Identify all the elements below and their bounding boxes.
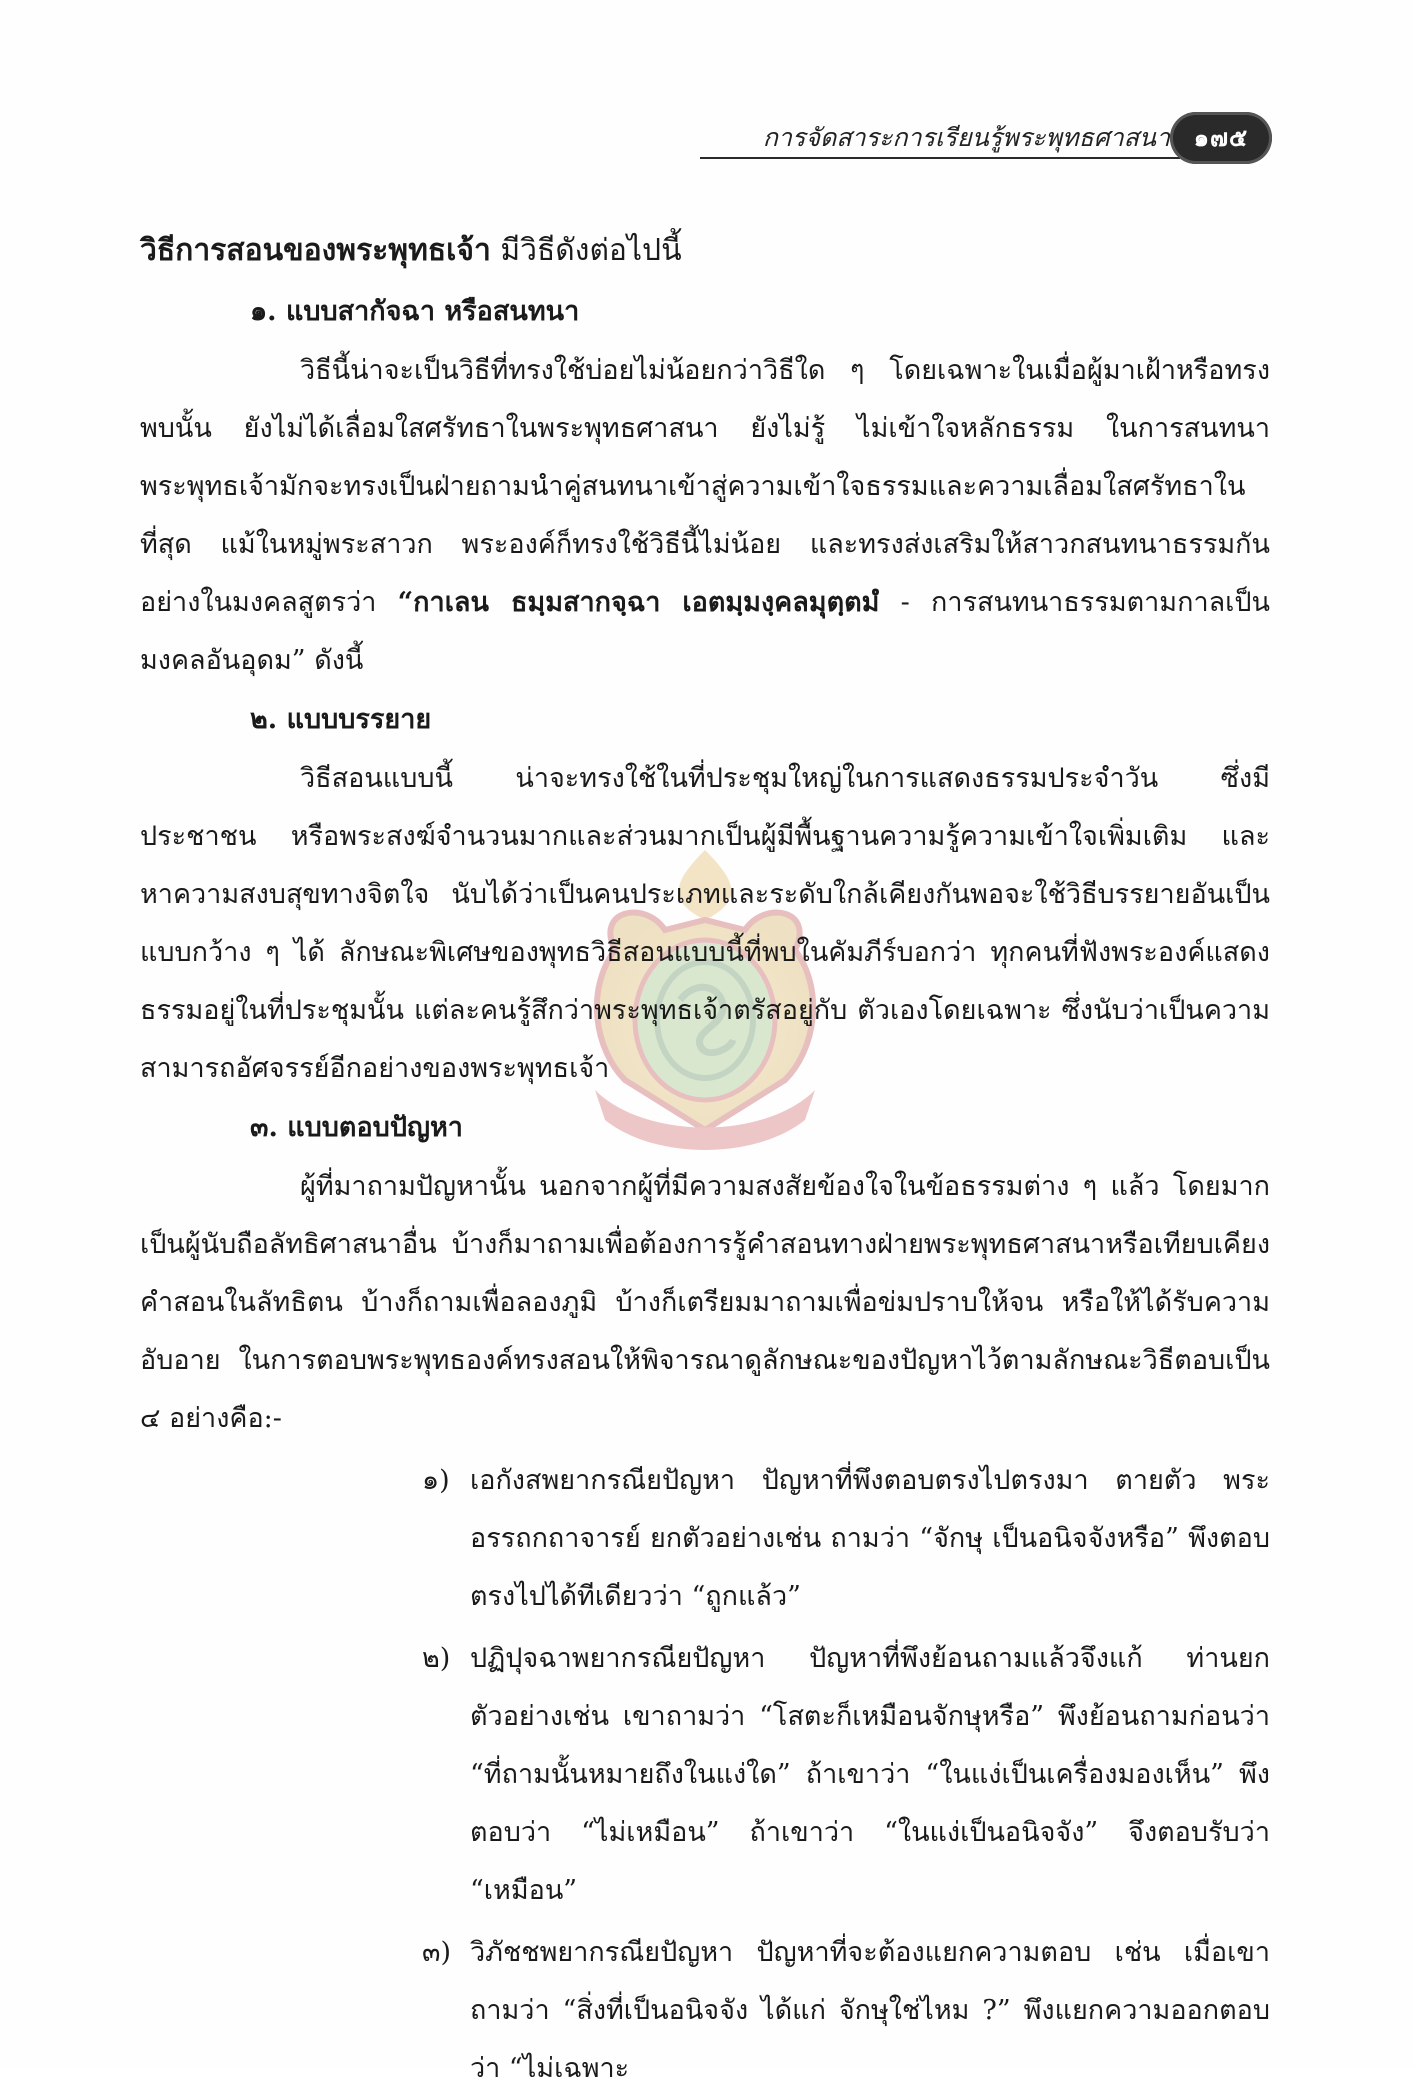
paragraph-2: วิธีสอนแบบนี้ น่าจะทรงใช้ในที่ประชุมใหญ่ในการแสดงธรรมประจำวัน ซึ่งมีประชาชน หรือพระสงฆ์จำนวนมากและส่วนมากเป็นผู้มีพื้นฐานความรู้ความเข้าใจเพิ่มเติม และหาความสงบสุขทางจิตใจ นับได้ว่าเป็นคนประเภทและระดับใกล้เคียงกันพอจะใช้วิธีบรรยายอันเป็นแบบกว้าง ๆ ได้ ลักษณะพิเศษของพุทธวิธีสอนแบบนี้ที่พบในคัมภีร์บอกว่า ทุกคนที่ฟังพระองค์แสดงธรรมอยู่ในที่ประชุมนั้น แต่ละคนรู้สึกว่าพระพุทธเจ้าตรัสอยู่กับ ตัวเองโดยเฉพาะ ซึ่งนับว่าเป็นความสามารถอัศจรรย์อีกอย่างของพระพุทธเจ้า bbox=[140, 763, 1270, 1084]
list-item-text: เอกังสพยากรณียปัญหา ปัญหาที่พึงตอบตรงไปตรงมา ตายตัว พระอรรถกถาจารย์ ยกตัวอย่างเช่น ถามว่า “จักษุ เป็นอนิจจังหรือ” พึงตอบตรงไปได้ทีเดียวว่า “ถูกแล้ว” bbox=[470, 1465, 1270, 1612]
running-header bbox=[690, 112, 1280, 172]
subheading-2: ๒. แบบบรรยาย bbox=[250, 704, 432, 735]
paragraph-1 bbox=[140, 342, 1270, 690]
header-rule bbox=[700, 157, 1180, 159]
paragraph-3: ผู้ที่มาถามปัญหานั้น นอกจากผู้ที่มีความสงสัยข้องใจในข้อธรรมต่าง ๆ แล้ว โดยมากเป็นผู้นับถือลัทธิศาสนาอื่น บ้างก็มาถามเพื่อต้องการรู้คำสอนทางฝ่ายพระพุทธศาสนาหรือเทียบเคียงคำสอนในลัทธิตน บ้างก็ถามเพื่อลองภูมิ บ้างก็เตรียมมาถามเพื่อข่มปราบให้จน หรือให้ได้รับความอับอาย ในการตอบพระพุทธองค์ทรงสอนให้พิจารณาดูลักษณะของปัญหาไว้ตามลักษณะวิธีตอบเป็น ๔ อย่างคือ:- bbox=[140, 1171, 1270, 1434]
pali-quote: “กาเลน ธมฺมสากจฺฉา เอตมฺมงฺคลมุตฺตมํ bbox=[397, 587, 880, 618]
paragraph-1-text-b: - การสนทนาธรรมตามกาลเป็นมงคลอันอุดม” ดังนี้ bbox=[140, 587, 1270, 676]
subheading-3: ๓. แบบตอบปัญหา bbox=[250, 1112, 463, 1143]
list-item-text: วิภัชชพยากรณียปัญหา ปัญหาที่จะต้องแยกความตอบ เช่น เมื่อเขาถามว่า “สิ่งที่เป็นอนิจจัง ได้แก่ จักษุใช่ไหม ?” พึงแยกความออกตอบว่า “ไม่เฉพาะ bbox=[470, 1937, 1270, 2084]
list-item-text: ปฏิปุจฉาพยากรณียปัญหา ปัญหาที่พึงย้อนถามแล้วจึงแก้ ท่านยกตัวอย่างเช่น เขาถามว่า “โสตะก็เหมือนจักษุหรือ” พึงย้อนถามก่อนว่า “ที่ถามนั้นหมายถึงในแง่ใด” ถ้าเขาว่า “ในแง่เป็นเครื่องมองเห็น” พึงตอบว่า “ไม่เหมือน” ถ้าเขาว่า “ในแง่เป็นอนิจจัง” จึงตอบรับว่า “เหมือน” bbox=[470, 1643, 1270, 1906]
page-number-badge: ๑๗๕ bbox=[1170, 112, 1272, 164]
heading-rest: มีวิธีดังต่อไปนี้ bbox=[490, 233, 682, 268]
subheading-1: ๑. แบบสากัจฉา หรือสนทนา bbox=[250, 296, 580, 327]
running-title: การจัดสาระการเรียนรู้พระพุทธศาสนา bbox=[762, 123, 1170, 152]
section-heading bbox=[140, 220, 1270, 282]
list-item bbox=[140, 1452, 1270, 1626]
heading-bold: วิธีการสอนของพระพุทธเจ้า bbox=[140, 233, 491, 268]
document-body bbox=[140, 220, 1270, 2098]
list-item-number: ๓) bbox=[422, 1937, 451, 1968]
list-item bbox=[140, 1630, 1270, 1920]
paragraph-1-text-a: วิธีนี้น่าจะเป็นวิธีที่ทรงใช้บ่อยไม่น้อยกว่าวิธีใด ๆ โดยเฉพาะในเมื่อผู้มาเฝ้าหรือทรงพบนั้น ยังไม่ได้เลื่อมใสศรัทธาในพระพุทธศาสนา ยังไม่รู้ ไม่เข้าใจหลักธรรม ในการสนทนาพระพุทธเจ้ามักจะทรงเป็นฝ่ายถามนำคู่สนทนาเข้าสู่ความเข้าใจธรรมและความเลื่อมใสศรัทธาในที่สุด แม้ในหมู่พระสาวก พระองค์ก็ทรงใช้วิธีนี้ไม่น้อย และทรงส่งเสริมให้สาวกสนทนาธรรมกันอย่างในมงคลสูตรว่า bbox=[140, 355, 1270, 618]
list-item-number: ๑) bbox=[422, 1465, 450, 1496]
list-item bbox=[140, 1924, 1270, 2098]
list-item-number: ๒) bbox=[422, 1643, 451, 1674]
